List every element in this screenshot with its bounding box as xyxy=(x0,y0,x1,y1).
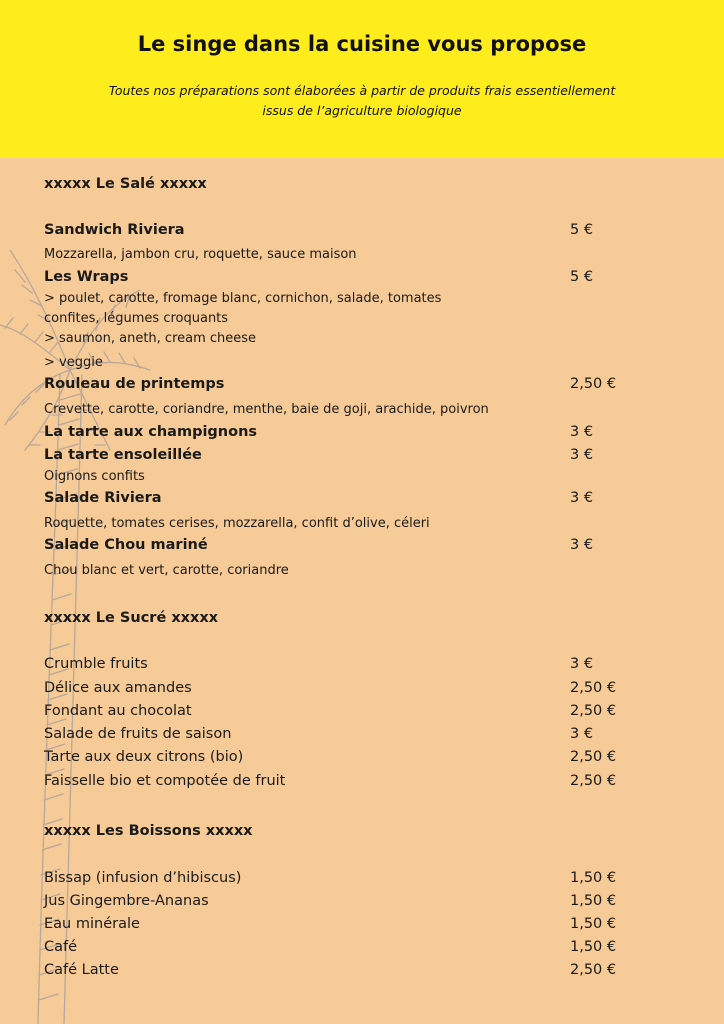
item-price: 2,50 € xyxy=(570,703,617,719)
item-price: 5 € xyxy=(570,269,594,285)
item-desc: > saumon, aneth, cream cheese xyxy=(44,331,257,346)
item-price: 2,50 € xyxy=(570,773,617,789)
item-price: 5 € xyxy=(570,222,594,238)
item-name: Les Wraps xyxy=(44,269,129,285)
section-title-sucre: xxxxx Le Sucré xxxxx xyxy=(44,610,219,626)
item-name: Tarte aux deux citrons (bio) xyxy=(44,749,244,765)
item-price: 3 € xyxy=(570,537,594,553)
item-price: 2,50 € xyxy=(570,749,617,765)
item-name: Café Latte xyxy=(44,962,119,978)
item-price: 3 € xyxy=(570,656,594,672)
item-price: 1,50 € xyxy=(570,893,617,909)
item-price: 1,50 € xyxy=(570,870,617,886)
section-title-boissons: xxxxx Les Boissons xxxxx xyxy=(44,823,253,839)
item-price: 2,50 € xyxy=(570,680,617,696)
item-name: Fondant au chocolat xyxy=(44,703,192,719)
tagline-line-1: Toutes nos préparations sont élaborées à partir de produits frais essentiellement xyxy=(108,83,616,98)
item-desc: confites, légumes croquants xyxy=(44,311,229,326)
item-price: 3 € xyxy=(570,726,594,742)
item-price: 3 € xyxy=(570,447,594,463)
item-desc: Chou blanc et vert, carotte, coriandre xyxy=(44,563,289,578)
item-name: La tarte aux champignons xyxy=(44,424,258,440)
item-price: 2,50 € xyxy=(570,962,617,978)
item-price: 3 € xyxy=(570,490,594,506)
item-price: 1,50 € xyxy=(570,939,617,955)
section-title-sale: xxxxx Le Salé xxxxx xyxy=(44,176,207,192)
tagline-line-2: issus de l’agriculture biologique xyxy=(262,103,462,118)
item-desc: > veggie xyxy=(44,355,103,370)
item-name: La tarte ensoleillée xyxy=(44,447,202,463)
item-name: Délice aux amandes xyxy=(44,680,192,696)
item-name: Sandwich Riviera xyxy=(44,222,185,238)
item-name: Eau minérale xyxy=(44,916,140,932)
item-price: 2,50 € xyxy=(570,376,617,392)
item-name: Café xyxy=(44,939,78,955)
item-name: Rouleau de printemps xyxy=(44,376,225,392)
item-desc: > poulet, carotte, fromage blanc, cornichon, salade, tomates xyxy=(44,291,442,306)
item-name: Bissap (infusion d’hibiscus) xyxy=(44,870,242,886)
item-name: Faisselle bio et compotée de fruit xyxy=(44,773,286,789)
item-name: Jus Gingembre-Ananas xyxy=(44,893,209,909)
item-desc: Crevette, carotte, coriandre, menthe, baie de goji, arachide, poivron xyxy=(44,402,489,417)
menu-title: Le singe dans la cuisine vous propose xyxy=(137,32,587,56)
menu-content xyxy=(44,0,644,1024)
item-name: Salade de fruits de saison xyxy=(44,726,232,742)
item-name: Salade Chou mariné xyxy=(44,537,208,553)
item-price: 3 € xyxy=(570,424,594,440)
item-name: Salade Riviera xyxy=(44,490,162,506)
item-desc: Mozzarella, jambon cru, roquette, sauce maison xyxy=(44,247,357,262)
item-name: Crumble fruits xyxy=(44,656,148,672)
item-price: 1,50 € xyxy=(570,916,617,932)
item-desc: Oignons confits xyxy=(44,469,145,484)
item-desc: Roquette, tomates cerises, mozzarella, confit d’olive, céleri xyxy=(44,516,430,531)
